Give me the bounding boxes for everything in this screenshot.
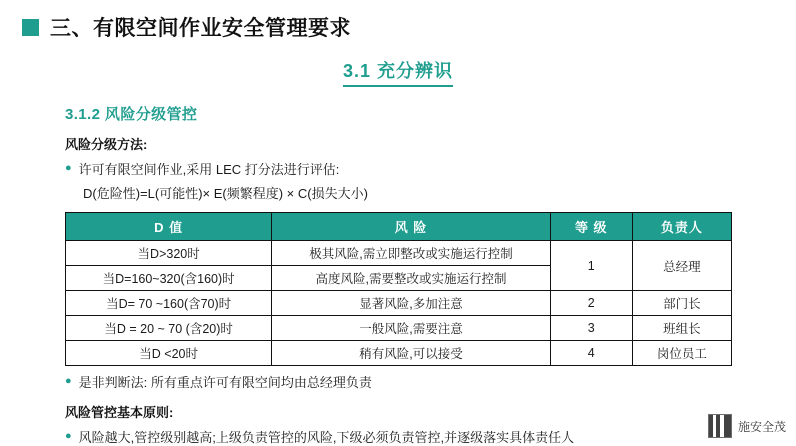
body-content [65, 134, 761, 446]
slide-page [0, 12, 796, 446]
cell-risk: 高度风险,需要整改或实施运行控制 [272, 266, 550, 291]
table-header-row [66, 213, 732, 241]
cell-level: 3 [550, 316, 632, 341]
bullet-dot-icon: ● [65, 162, 72, 174]
table-row [66, 291, 732, 316]
table-header-risk: 风 险 [272, 213, 550, 241]
bullet-principle-text: 风险越大,管控级别越高;上级负责管控的风险,下级必须负责管控,并逐级落实具体责任人 [78, 429, 575, 445]
page-title [22, 12, 796, 42]
sub-section-title: 3.1.2 风险分级管控 [65, 106, 198, 123]
cell-d-value: 当D = 20 ~ 70 (含20)时 [66, 316, 272, 341]
table-header-d: D 值 [66, 213, 272, 241]
cell-level: 2 [550, 291, 632, 316]
control-principle-label: 风险管控基本原则: [65, 404, 174, 420]
cell-risk: 一般风险,需要注意 [272, 316, 550, 341]
cell-d-value: 当D>320时 [66, 241, 272, 266]
cell-d-value: 当D <20时 [66, 341, 272, 366]
qr-code-icon [708, 414, 732, 438]
page-title-text: 三、有限空间作业安全管理要求 [50, 17, 351, 40]
section-title-container [0, 57, 796, 87]
cell-risk: 显著风险,多加注意 [272, 291, 550, 316]
table-header-owner: 负责人 [632, 213, 731, 241]
watermark-text: 施安全茂 [737, 419, 786, 434]
section-title: 3.1 充分辨识 [343, 57, 453, 87]
cell-d-value: 当D= 70 ~160(含70)时 [66, 291, 272, 316]
formula-line: D(危险性)=L(可能性)× E(频繁程度) × C(损失大小) [83, 185, 368, 201]
table-row [66, 316, 732, 341]
watermark [708, 414, 786, 438]
cell-risk: 极其风险,需立即整改或实施运行控制 [272, 241, 550, 266]
cell-level: 1 [550, 241, 632, 291]
cell-risk: 稍有风险,可以接受 [272, 341, 550, 366]
table-row [66, 241, 732, 266]
bullet-lec [65, 161, 761, 179]
table-header-level: 等 级 [550, 213, 632, 241]
table-row [66, 341, 732, 366]
square-bullet-icon [22, 19, 39, 36]
risk-method-label: 风险分级方法: [65, 137, 148, 152]
cell-owner: 部门长 [632, 291, 731, 316]
cell-owner: 岗位员工 [632, 341, 731, 366]
cell-owner: 总经理 [632, 241, 731, 291]
bullet-judgement-text: 是非判断法: 所有重点许可有限空间均由总经理负责 [78, 375, 372, 391]
bullet-judgement [65, 374, 761, 392]
bullet-lec-text: 许可有限空间作业,采用 LEC 打分法进行评估: [78, 162, 340, 177]
cell-owner: 班组长 [632, 316, 731, 341]
cell-d-value: 当D=160~320(含160)时 [66, 266, 272, 291]
risk-grading-table [65, 212, 732, 366]
bullet-dot-icon: ● [65, 375, 72, 388]
bullet-dot-icon: ● [65, 429, 72, 442]
cell-level: 4 [550, 341, 632, 366]
bullet-principle [65, 429, 761, 446]
